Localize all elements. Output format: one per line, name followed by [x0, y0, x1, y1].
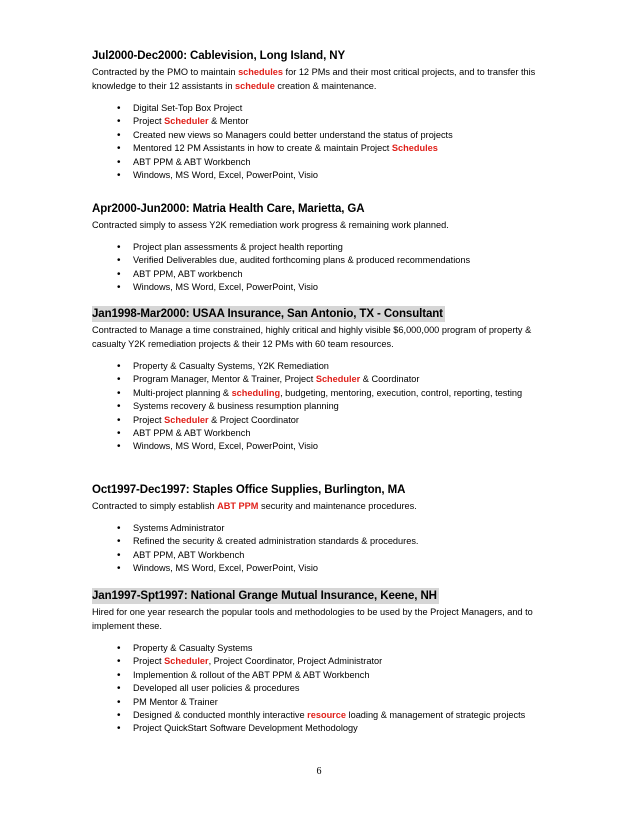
text-run: Systems Administrator [133, 523, 225, 533]
text-run: Windows, MS Word, Excel, PowerPoint, Visio [133, 563, 319, 574]
bullet-item [92, 281, 544, 294]
bullet-icon: • [117, 563, 121, 575]
text-run: Designed & conducted monthly interactive [133, 710, 308, 721]
text-run: Implemention & rollout of the ABT PPM & ABT Workbench [133, 669, 370, 680]
job-section-matria [92, 201, 544, 295]
bullet-item [92, 642, 544, 655]
bullet-item [92, 535, 544, 548]
text-run: PM Mentor & Trainer [133, 696, 218, 707]
text-run: Project QuickStart Software Development Methodology [133, 723, 358, 734]
text-run: Project plan assessments & project health reporting [133, 242, 343, 252]
highlighted-keyword: Scheduler [164, 116, 209, 127]
section-heading: Jul2000-Dec2000: Cablevision, Long Island, NY [92, 50, 346, 62]
text-run: , Project Coordinator, Project Administrator [208, 656, 383, 667]
text-run: Systems recovery & business resumption planning [133, 401, 339, 412]
bullet-icon: • [117, 414, 121, 426]
section-description [92, 323, 544, 351]
bullet-item [92, 129, 544, 142]
bullet-item [92, 655, 544, 668]
bullet-item [92, 102, 544, 115]
bullet-item [92, 522, 544, 535]
highlighted-keyword: resource [307, 710, 346, 721]
highlighted-keyword: ABT PPM [217, 501, 259, 511]
bullet-item [92, 414, 544, 427]
section-description [92, 499, 544, 513]
text-run: Project [133, 116, 165, 127]
section-heading: Oct1997-Dec1997: Staples Office Supplies, Burlington, MA [92, 484, 406, 496]
bullet-item [92, 427, 544, 440]
bullet-item [92, 254, 544, 267]
text-run: Contracted to Manage a time constrained, highly critical and highly visible $6,000,000 program of property & casualty Y2K remediation projects & their 12 PMs with 60 team resources. [92, 325, 532, 349]
text-run: ABT PPM & ABT Workbench [133, 428, 251, 439]
bullet-item [92, 169, 544, 182]
bullet-item [92, 115, 544, 128]
text-run: for 12 PMs and their most critical projects, and to transfer this knowledge to their 12 assistants in [92, 67, 536, 91]
bullet-item [92, 682, 544, 695]
bullet-icon: • [117, 103, 121, 114]
bullet-icon: • [117, 710, 121, 722]
highlighted-keyword: Schedules [391, 143, 438, 154]
text-run: ABT PPM, ABT workbench [133, 268, 243, 279]
bullet-icon: • [117, 683, 121, 695]
bullet-icon: • [117, 361, 121, 372]
bullet-icon: • [117, 428, 121, 440]
bullet-list [92, 360, 544, 454]
text-run: Contracted to simply establish [92, 501, 218, 511]
text-run: Verified Deliverables due, audited forthcoming plans & produced recommendations [133, 255, 471, 266]
text-run: Created new views so Managers could better understand the status of projects [133, 129, 453, 140]
bullet-item [92, 709, 544, 722]
text-run: ABT PPM & ABT Workbench [133, 156, 251, 167]
bullet-list [92, 522, 544, 576]
bullet-item [92, 722, 544, 735]
text-run: & Project Coordinator [208, 414, 299, 425]
bullet-item [92, 400, 544, 413]
bullet-icon: • [117, 143, 121, 155]
text-run: Windows, MS Word, Excel, PowerPoint, Visio [133, 441, 319, 452]
highlighted-keyword: scheduling [231, 387, 281, 398]
text-run: ABT PPM, ABT Workbench [133, 549, 245, 560]
bullet-icon: • [117, 549, 121, 561]
bullet-icon: • [117, 170, 121, 182]
bullet-icon: • [117, 116, 121, 128]
text-run: Developed all user policies & procedures [133, 683, 300, 694]
text-run: creation & maintenance. [274, 81, 377, 91]
text-run: Multi-project planning & [133, 387, 232, 398]
highlighted-keyword: Scheduler [164, 656, 209, 667]
highlighted-keyword: Scheduler [315, 374, 361, 385]
bullet-icon: • [117, 268, 121, 280]
section-heading: Jan1997-Spt1997: National Grange Mutual Insurance, Keene, NH [92, 590, 437, 602]
bullet-item [92, 373, 544, 386]
bullet-icon: • [117, 669, 121, 681]
bullet-list [92, 102, 544, 182]
bullet-icon: • [117, 656, 121, 668]
bullet-icon: • [117, 129, 121, 141]
text-run: Contracted simply to assess Y2K remediation work progress & remaining work planned. [92, 220, 449, 230]
text-run: Project [133, 414, 165, 425]
text-run: Contracted by the PMO to maintain [92, 67, 239, 77]
bullet-icon: • [117, 156, 121, 168]
text-run: Mentored 12 PM Assistants in how to create & maintain Project [133, 143, 392, 154]
section-description [92, 605, 544, 633]
text-run: Windows, MS Word, Excel, PowerPoint, Visio [133, 170, 319, 181]
bullet-icon: • [117, 696, 121, 708]
text-run: Project [133, 656, 165, 667]
text-run: , budgeting, mentoring, execution, control, reporting, testing [280, 387, 523, 398]
job-section-cablevision [92, 48, 544, 182]
section-heading: Apr2000-Jun2000: Matria Health Care, Marietta, GA [92, 203, 365, 215]
bullet-item [92, 268, 544, 281]
bullet-icon: • [117, 387, 121, 399]
highlighted-keyword: schedules [238, 67, 283, 77]
bullet-icon: • [117, 536, 121, 548]
bullet-item [92, 440, 544, 453]
bullet-item [92, 156, 544, 169]
bullet-icon: • [117, 441, 121, 453]
highlighted-keyword: schedule [235, 81, 275, 91]
text-run: Property & Casualty Systems, Y2K Remediation [133, 361, 329, 371]
bullet-item [92, 142, 544, 155]
bullet-icon: • [117, 374, 121, 386]
bullet-list [92, 642, 544, 736]
text-run: Program Manager, Mentor & Trainer, Project [133, 374, 316, 385]
section-description [92, 65, 544, 93]
bullet-icon: • [117, 643, 121, 654]
text-run: & Coordinator [360, 374, 420, 385]
bullet-item [92, 562, 544, 575]
job-section-staples [92, 482, 544, 576]
bullet-icon: • [117, 282, 121, 294]
section-description [92, 218, 544, 232]
text-run: security and maintenance procedures. [258, 501, 417, 511]
page-number: 6 [316, 766, 322, 777]
text-run: Refined the security & created administration standards & procedures. [133, 536, 419, 547]
text-run: loading & management of strategic projects [345, 710, 526, 721]
bullet-item [92, 549, 544, 562]
bullet-icon: • [117, 255, 121, 267]
text-run: Property & Casualty Systems [133, 643, 253, 653]
text-run: Digital Set-Top Box Project [133, 103, 243, 113]
job-section-national-grange [92, 586, 544, 736]
bullet-list [92, 241, 544, 295]
bullet-item [92, 696, 544, 709]
bullet-icon: • [117, 723, 121, 735]
bullet-item [92, 669, 544, 682]
bullet-item [92, 241, 544, 254]
text-run: & Mentor [208, 116, 249, 127]
bullet-icon: • [117, 242, 121, 253]
job-section-usaa [92, 304, 544, 454]
bullet-icon: • [117, 401, 121, 413]
highlighted-keyword: Scheduler [164, 414, 209, 425]
bullet-item [92, 360, 544, 373]
bullet-icon: • [117, 523, 121, 534]
text-run: Hired for one year research the popular tools and methodologies to be used by the Project Managers, and to implement these. [92, 607, 533, 631]
bullet-item [92, 387, 544, 400]
text-run: Windows, MS Word, Excel, PowerPoint, Visio [133, 282, 319, 293]
section-heading: Jan1998-Mar2000: USAA Insurance, San Antonio, TX - Consultant [92, 308, 443, 320]
